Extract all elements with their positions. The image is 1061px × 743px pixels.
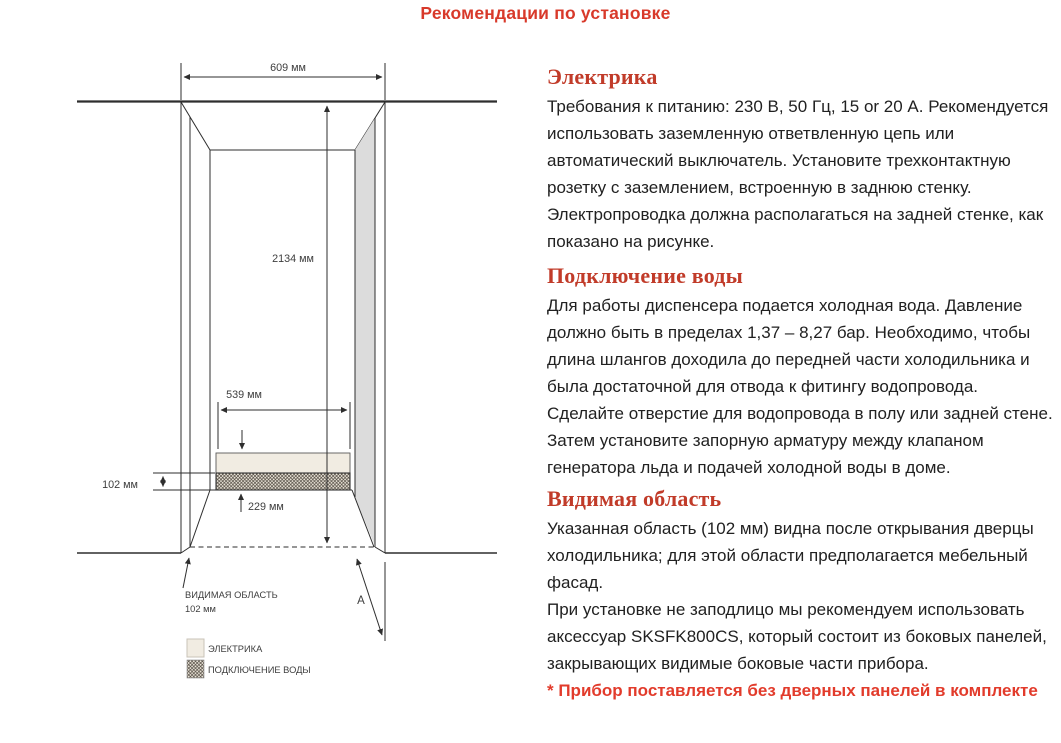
dim-height-label: 2134 мм bbox=[272, 253, 314, 265]
section-heading-water: Подключение воды bbox=[547, 263, 743, 288]
section-heading-visible-area: Видимая область bbox=[547, 486, 722, 511]
dim-width-top bbox=[181, 62, 385, 100]
dim-inner-width-label: 539 мм bbox=[226, 389, 262, 401]
section-body-accessory: При установке не заподлицо мы рекомендуем использовать аксессуар SKSFK800CS, который состоит из боковых панелей, закрывающих видимые боковые части прибора. bbox=[547, 600, 1047, 673]
legend-water-swatch bbox=[187, 660, 204, 678]
section-heading-electrics: Электрика bbox=[547, 64, 658, 89]
dim-inner-width bbox=[218, 389, 350, 449]
page-title: Рекомендации по установке bbox=[420, 3, 671, 23]
legend-electrics-label: ЭЛЕКТРИКА bbox=[208, 644, 263, 654]
water-zone bbox=[216, 473, 350, 490]
legend-electrics-swatch bbox=[187, 639, 204, 657]
footnote: * Прибор поставляется без дверных панелей в комплекте bbox=[547, 681, 1038, 700]
dim-width-label: 609 мм bbox=[270, 62, 306, 74]
side-panel-shaded bbox=[355, 118, 375, 546]
dim-depth bbox=[241, 494, 284, 513]
dim-depth-label: 229 мм bbox=[248, 501, 284, 513]
electrics-zone bbox=[216, 453, 350, 473]
angle-a-label: A bbox=[357, 595, 365, 607]
visible-area-value: 102 мм bbox=[185, 604, 216, 614]
legend-water-label: ПОДКЛЮЧЕНИЕ ВОДЫ bbox=[208, 665, 311, 675]
content-column bbox=[547, 64, 1058, 704]
dim-side-label: 102 мм bbox=[102, 479, 138, 491]
diagram-legend bbox=[187, 639, 311, 678]
angle-a-annotation bbox=[357, 559, 385, 641]
connection-zones bbox=[216, 453, 350, 490]
visible-area-label: ВИДИМАЯ ОБЛАСТЬ bbox=[185, 590, 278, 600]
section-body-visible-area: Указанная область (102 мм) видна после открывания дверцы холодильника; для этой области предполагается мебельный фасад. bbox=[547, 519, 1034, 592]
section-body-water: Для работы диспенсера подается холодная вода. Давление должно быть в пределах 1,37 – 8,27 бар. Необходимо, чтобы длина шлангов доходила до передней части холодильника и была достаточной для отвода к фитингу водопровода. Сделайте отверстие для водопровода в полу или задней стене. Затем установите запорную арматуру между клапаном генератора льда и подачей холодной воды в доме. bbox=[547, 296, 1053, 477]
dim-side bbox=[102, 473, 215, 491]
section-body-electrics: Требования к питанию: 230 В, 50 Гц, 15 or 20 А. Рекомендуется использовать заземленную ответвленную цепь или автоматический выключатель. Установите трехконтактную розетку с заземлением, встроенную в заднюю стенку. Электропроводка должна располагаться на задней стенке, как показано на рисунке. bbox=[547, 97, 1049, 251]
visible-area-annotation bbox=[183, 558, 278, 614]
